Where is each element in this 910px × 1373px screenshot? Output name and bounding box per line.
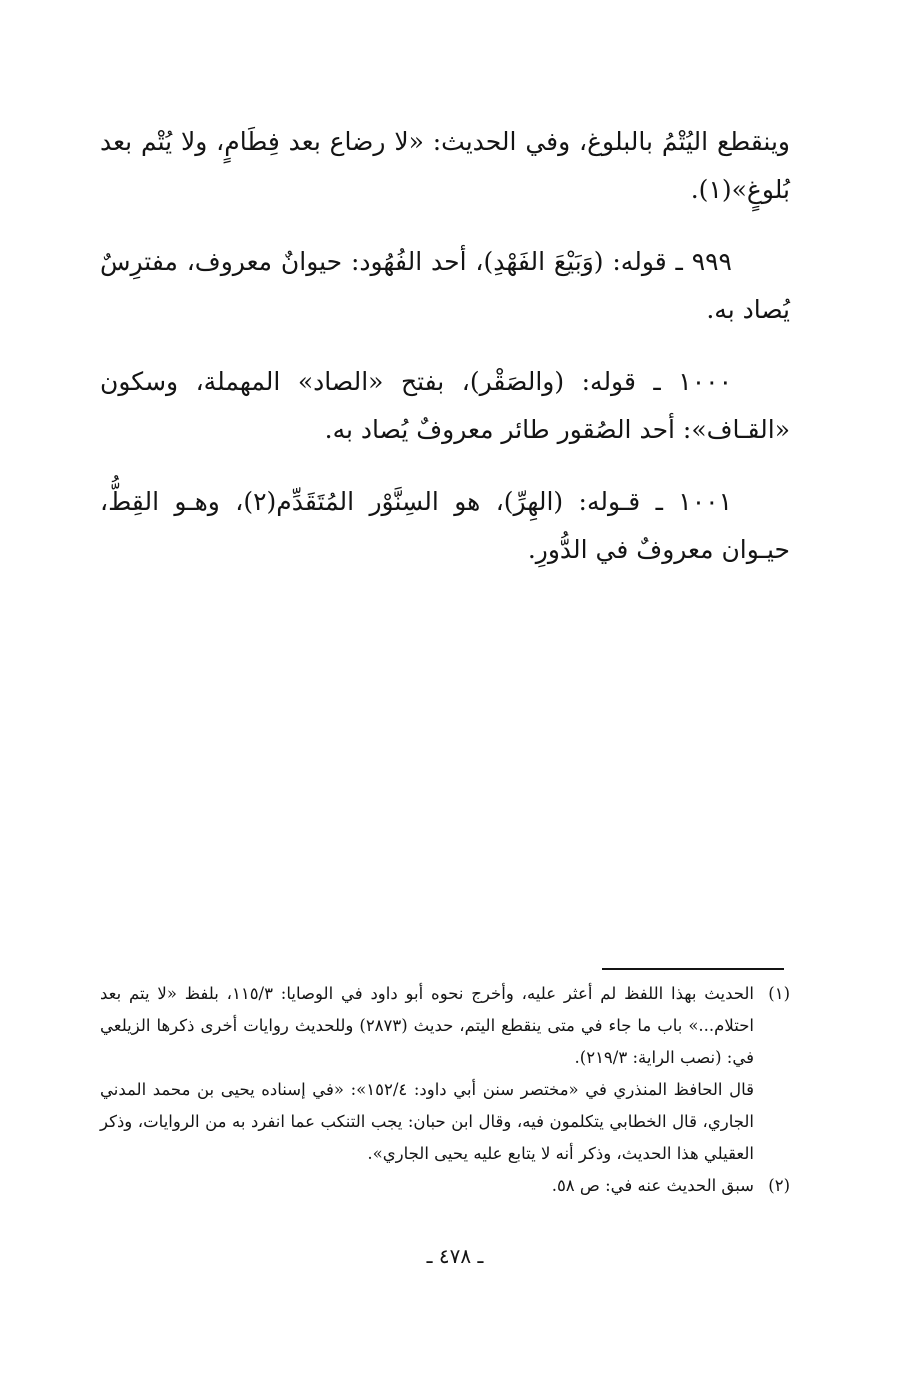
footnote-divider [602, 968, 784, 970]
footnote-text: سبق الحديث عنه في: ص ٥٨. [551, 1176, 754, 1195]
footnote-1 [100, 978, 790, 1170]
footnote-number: (١) [768, 984, 790, 1003]
paragraph-999: ٩٩٩ ـ قوله: (وَبَيْعَ الفَهْدِ)، أحد الفُهُود: حيوانٌ معروف، مفترِسٌ يُصاد به. [100, 247, 790, 324]
paragraph-intro: وينقطع اليُتْمُ بالبلوغ، وفي الحديث: «لا رضاع بعد فِطَامٍ، ولا يُتْم بعد بُلوغٍ»(١). [100, 127, 790, 204]
footnotes-section [100, 978, 790, 1202]
paragraph-1001: ١٠٠١ ـ قـوله: (الهِرِّ)، هو السِنَّوْر المُتَقَدِّم(٢)، وهـو القِطُّ، حيـوان معروفٌ في الدُّورِ. [100, 487, 790, 564]
footnote-text: قال الحافظ المنذري في «مختصر سنن أبي داود: ١٥٢/٤»: «في إسناده يحيى بن محمد المدني الجاري، قال الخطابي يتكلمون فيه، وقال ابن حبان: يجب التنكب عما انفرد به من الروايات، وذكر العقيلي هذا الحديث، وذكر أنه لا يتابع عليه يحيى الجاري». [100, 1080, 754, 1163]
footnote-number: (٢) [768, 1176, 790, 1195]
paragraph-1000: ١٠٠٠ ـ قوله: (والصَقْر)، بفتح «الصاد» المهملة، وسكون «القـاف»: أحد الصُقور طائر معروفٌ يُصاد به. [100, 367, 790, 444]
footnote-text: الحديث بهذا اللفظ لم أعثر عليه، وأخرج نحوه أبو داود في الوصايا: ١١٥/٣، بلفظ «لا يتم بعد احتلام...» باب ما جاء في متى ينقطع اليتم، حديث (٢٨٧٣) وللحديث روايات أخرى ذكرها الزيلعي في: (نصب الراية: ٢١٩/٣). [100, 984, 754, 1067]
main-text [100, 118, 790, 598]
footnote-2 [100, 1170, 790, 1202]
page-number: ـ ٤٧٨ ـ [426, 1244, 484, 1268]
